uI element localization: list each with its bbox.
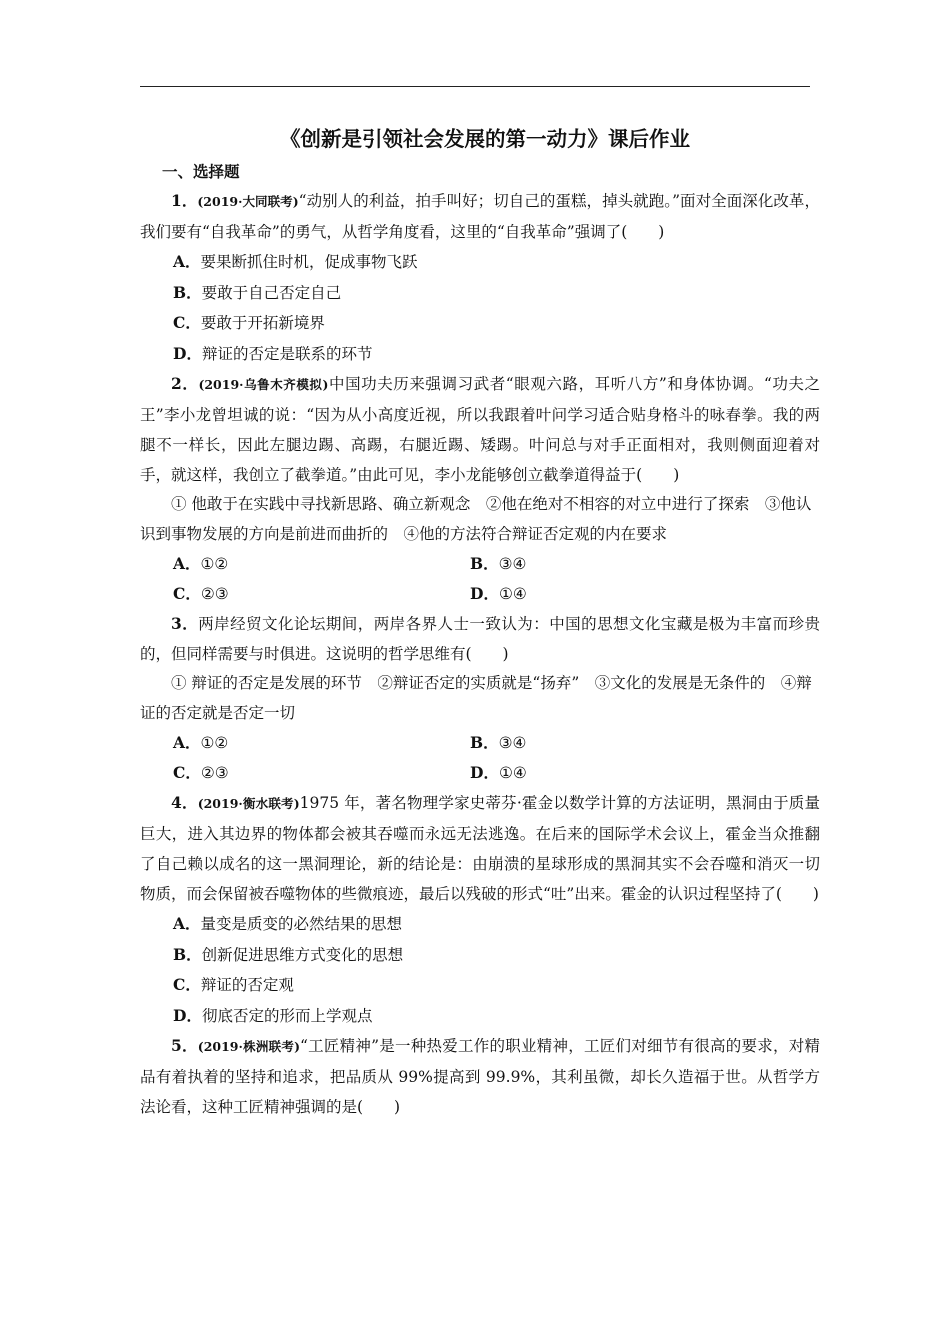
option-text: 彻底否定的形而上学观点 [201,1006,373,1025]
question-source: (2019·衡水联考) [197,796,300,811]
option-text: ②③ [200,764,229,782]
option-text: ②③ [200,585,229,603]
option-label: B． [173,282,202,302]
option-a[interactable] [140,247,820,278]
option-text: ①④ [498,585,527,603]
question-number: 2． [171,374,199,393]
question-3 [140,609,820,788]
question-stem [140,788,820,909]
option-b[interactable] [140,278,820,309]
question-5 [140,1031,820,1122]
option-d[interactable] [140,1001,820,1032]
option-label: D． [470,584,499,603]
option-label: A． [173,554,201,573]
option-text: ①② [200,734,229,752]
question-source: (2019·乌鲁木齐模拟) [198,377,329,392]
option-label: C． [173,975,201,994]
question-number: 5． [171,1036,198,1055]
document-page [140,122,820,1122]
option-text: 要敢于自己否定自己 [201,283,342,302]
option-a[interactable] [173,728,470,758]
question-number: 1． [171,191,198,210]
option-label: A． [173,252,201,271]
question-text: 两岸经贸文化论坛期间，两岸各界人士一致认为：中国的思想文化宝藏是极为丰富而珍贵的，但同样需要与时俱进。这说明的哲学思维有( ) [140,615,820,663]
question-1 [140,186,820,369]
option-label: C． [173,584,201,603]
option-text: 辩证的否定是联系的环节 [201,344,373,363]
options-grid [140,728,820,788]
option-label: A． [173,914,201,933]
options-grid [140,549,820,609]
question-stem [140,369,820,490]
section-heading: 一、选择题 [162,162,240,181]
question-text: “动别人的利益，拍手叫好；切自己的蛋糕，掉头就跑。”面对全面深化改革，我们要有“自我革命”的勇气，从哲学角度看，这里的“自我革命”强调了( ) [140,192,820,241]
question-4 [140,788,820,1031]
option-label: C． [173,313,201,332]
option-text: ①② [200,555,229,573]
question-statements: ① 他敢于在实践中寻找新思路、确立新观念 ②他在绝对不相容的对立中进行了探索 ③他认识到事物发展的方向是前进而曲折的 ④他的方法符合辩证否定观的内在要求 [140,495,812,543]
option-text: 创新促进思维方式变化的思想 [201,945,404,964]
question-text: “工匠精神”是一种热爱工作的职业精神，工匠们对细节有很高的要求，对精品有着执着的坚持和追求，把品质从 99%提高到 99.9%，其利虽微，却长久造福于世。从哲学方法论看，这种工匠精神强调的是( ) [140,1037,820,1116]
option-text: ①④ [498,764,527,782]
option-label: A． [173,733,201,752]
header-rule [140,86,810,87]
option-a[interactable] [140,909,820,940]
option-label: C． [173,763,201,782]
option-a[interactable] [173,549,470,579]
option-d[interactable] [470,758,770,788]
question-text: 1975 年，著名物理学家史蒂芬·霍金以数学计算的方法证明，黑洞由于质量巨大，进入其边界的物体都会被其吞噬而永远无法逃逸。在后来的国际学术会议上，霍金当众推翻了自己赖以成名的这一黑洞理论，新的结论是：由崩溃的星球形成的黑洞其实不会吞噬和消灭一切物质，而会保留被吞噬物体的些微痕迹，最后以残破的形式“吐”出来。霍金的认识过程坚持了( ) [140,794,820,903]
question-stem [140,1031,820,1122]
document-title: 《创新是引领社会发展的第一动力》课后作业 [280,127,690,151]
question-number: 3． [171,614,199,633]
question-statements: ① 辩证的否定是发展的环节 ②辩证否定的实质就是“扬弃” ③文化的发展是无条件的 ④辩证的否定就是否定一切 [140,674,812,722]
option-label: D． [173,1005,202,1025]
option-b[interactable] [470,549,770,579]
option-c[interactable] [140,970,820,1001]
question-2 [140,369,820,609]
option-label: B． [470,554,499,573]
option-c[interactable] [173,758,470,788]
question-stem [140,609,820,669]
question-source: (2019·株洲联考) [197,1039,300,1054]
option-c[interactable] [173,579,470,609]
option-label: D． [173,343,202,363]
option-d[interactable] [470,579,770,609]
option-label: D． [470,763,499,782]
option-text: 要果断抓住时机，促成事物飞跃 [200,253,418,271]
option-d[interactable] [140,339,820,370]
option-text: 量变是质变的必然结果的思想 [200,915,403,933]
question-source: (2019·大同联考) [197,194,299,209]
option-text: ③④ [498,555,527,573]
question-text: 中国功夫历来强调习武者“眼观六路，耳听八方”和身体协调。“功夫之王”李小龙曾坦诚的说：“因为从小高度近视，所以我跟着叶问学习适合贴身格斗的咏春拳。我的两腿不一样长，因此左腿边踢、高踢，右腿近踢、矮踢。叶问总与对手正面相对，我则侧面迎着对手，就这样，我创立了截拳道。”由此可见，李小龙能够创立截拳道得益于( ) [140,375,820,484]
question-number: 4． [171,793,198,812]
option-label: B． [173,944,202,964]
option-b[interactable] [140,940,820,971]
option-c[interactable] [140,308,820,339]
option-b[interactable] [470,728,770,758]
option-text: 要敢于开拓新境界 [200,314,325,332]
question-stem [140,186,820,247]
option-text: ③④ [498,734,527,752]
option-text: 辩证的否定观 [200,976,294,994]
option-label: B． [470,733,499,752]
